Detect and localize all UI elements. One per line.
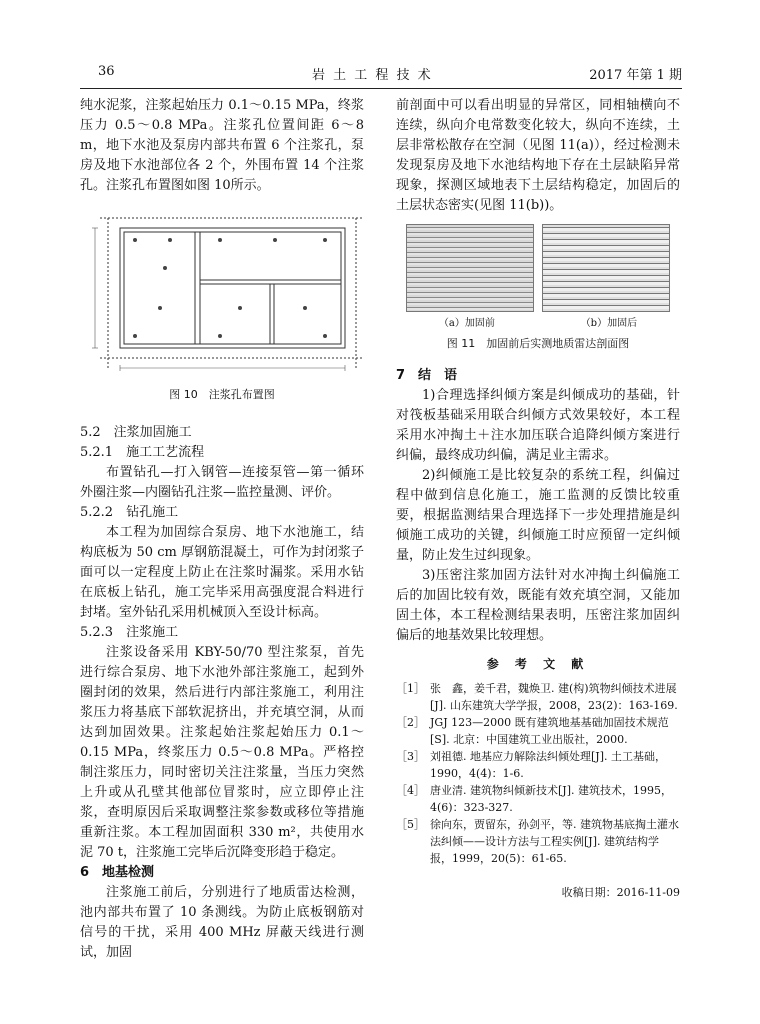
received-date: 收稿日期：2016-11-09 <box>561 886 680 899</box>
grouting-layout-drawing <box>80 208 364 378</box>
reference-item: ［1］ 张 鑫，姜千君，魏焕卫. 建(构)筑物纠倾技术进展[J]. 山东建筑大学学报，2008，23(2)：163-169. <box>396 682 678 712</box>
subsection-heading: 5.2.3 注浆施工 <box>80 625 179 640</box>
paragraph: 本工程为加固综合泵房、地下水池施工，结构底板为 50 cm 厚钢筋混凝土，可作为封闭浆子面可以一定程度上防止在注浆时漏浆。采用水钻在底板上钻孔，施工完毕采用高强度混合料进行封堵。室外钻孔采用机械顶入至设计标高。 <box>80 525 364 620</box>
references-heading: 参 考 文 献 <box>486 657 590 671</box>
right-column <box>396 96 680 903</box>
radar-image-before <box>406 224 534 312</box>
paragraph: 注浆施工前后，分别进行了地质雷达检测，池内部共布置了 10 条测线。为防止底板钢筋对信号的干扰，采用 400 MHz 屏蔽天线进行测试，加固 <box>80 885 364 960</box>
issue-label: 2017 年第 1 期 <box>589 68 682 83</box>
figure-11a-label: （a）加固前 <box>438 318 495 329</box>
page-header <box>80 64 682 84</box>
figure-11b-label: （b）加固后 <box>580 318 638 329</box>
header-rule <box>80 88 682 89</box>
figure-10 <box>80 208 364 405</box>
paragraph: 纯水泥浆，注浆起始压力 0.1～0.15 MPa，终浆压力 0.5～0.8 MPa。注浆孔位置间距 6～8 m，地下水池及泵房内部共布置 6 个注浆孔，泵房及地下水池部位各 2 个，外围布置 14 个注浆孔。注浆孔布置图如图 10所示。 <box>80 98 364 193</box>
section-heading: 6 地基检测 <box>80 865 155 880</box>
reference-item: ［4］ 唐业清. 建筑物纠倾新技术[J]. 建筑技术，1995，4(6)：323-327. <box>396 784 672 814</box>
subsection-heading: 5.2.1 施工工艺流程 <box>80 445 205 460</box>
paragraph: 3)压密注浆加固方法针对水冲掏土纠偏施工后的加固比较有效，既能有效充填空洞，又能加固土体，本工程检测结果表明，压密注浆加固纠偏后的地基效果比较理想。 <box>396 568 680 643</box>
section-heading: 7 结 语 <box>396 368 458 383</box>
page-number: 36 <box>98 64 115 79</box>
journal-title: 岩 土 工 程 技 术 <box>312 68 433 83</box>
subsection-heading: 5.2.2 钻孔施工 <box>80 505 179 520</box>
section-heading: 5.2 注浆加固施工 <box>80 425 192 440</box>
paragraph: 前剖面中可以看出明显的异常区，同相轴横向不连续，纵向介电常数变化较大，纵向不连续，土层非常松散存在空洞（见图 11(a)），经过检测未发现泵房及地下水池结构地下存在土层缺陷异常现象，探测区域地表下土层结构稳定，加固后的土层状态密实(见图 11(b))。 <box>396 98 680 213</box>
radar-image-after <box>542 224 670 312</box>
figure-11-caption: 图 11 加固前后实测地质雷达剖面图 <box>446 337 630 350</box>
reference-item: ［2］ JGJ 123—2000 既有建筑地基基础加固技术规范[S]. 北京：中国建筑工业出版社，2000. <box>396 716 669 746</box>
reference-item: ［3］ 刘祖德. 地基应力解除法纠倾处理[J]. 土工基础，1990，4(4)：1-6. <box>396 750 666 780</box>
paragraph: 1)合理选择纠倾方案是纠倾成功的基础，针对筏板基础采用联合纠倾方式效果较好，本工程采用水冲掏土＋注水加压联合追降纠倾方案进行纠偏，最终成功纠偏，满足业主需求。 <box>396 388 680 463</box>
figure-11 <box>396 224 680 354</box>
paragraph: 2)纠倾施工是比较复杂的系统工程，纠偏过程中做到信息化施工，施工监测的反馈比较重要，根据监测结果合理选择下一步处理措施是纠倾施工成功的关键，纠倾施工时应预留一定纠倾量，防止发生过纠现象。 <box>396 468 680 563</box>
paragraph: 注浆设备采用 KBY-50/70 型注浆泵，首先进行综合泵房、地下水池外部注浆施工，起到外圈封闭的效果，然后进行内部注浆施工，利用注浆压力将基底下部软泥挤出，并充填空洞，从而达到加固效果。注浆起始注浆起始压力 0.1～0.15 MPa，终浆压力 0.5～0.8 MPa。严格控制注浆压力，同时密切关注注浆量，当压力突然上升或从孔壁其他部位冒浆时，应立即停止注浆，查明原因后采取调整注浆参数或移位等措施重新注浆。本工程加固面积 330 m²，共使用水泥 70 t，注浆施工完毕后沉降变形趋于稳定。 <box>80 645 364 860</box>
left-column <box>80 96 364 963</box>
paragraph: 布置钻孔—打入钢管—连接泵管—第一循环外圈注浆—内圈钻孔注浆—监控量测、评价。 <box>80 465 364 500</box>
reference-item: ［5］ 徐向东，贾留东，孙剑平，等. 建筑物基底掏土灌水法纠倾——设计方法与工程实例[J]. 建筑结构学报，1999，20(5)：61-65. <box>396 818 679 865</box>
figure-10-caption: 图 10 注浆孔布置图 <box>169 388 275 401</box>
